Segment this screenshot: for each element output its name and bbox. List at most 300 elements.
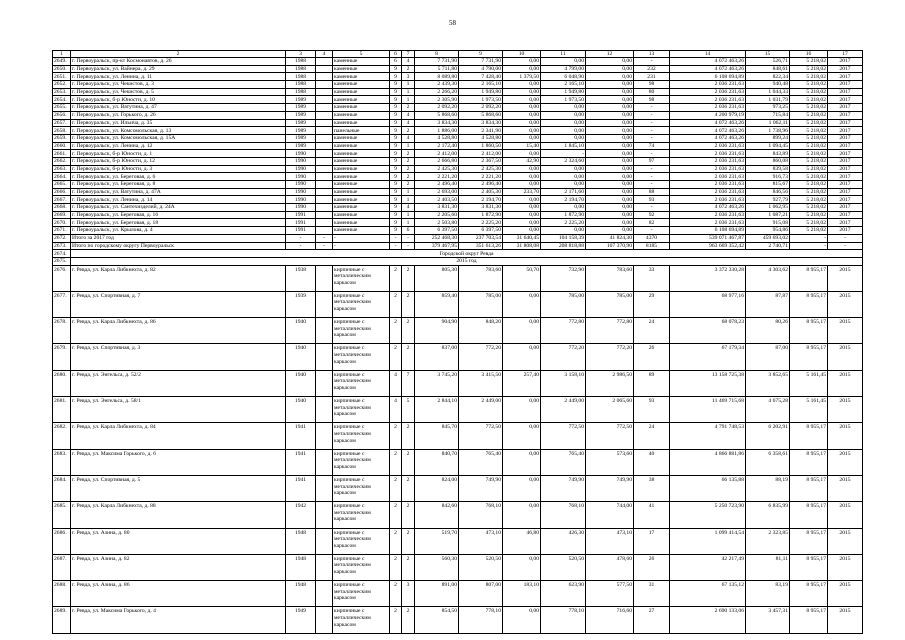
cell-col-5: каменные — [333, 81, 390, 89]
table-row — [53, 150, 863, 158]
cell-col-5: кирпичные с металлическим каркасом — [333, 502, 390, 528]
cell-col-17: 2017 — [828, 173, 863, 181]
cell-col-1: 2656. — [53, 111, 71, 119]
cell-col-11: 0,00 — [541, 173, 586, 181]
cell-col-15: 899,24 — [746, 134, 790, 142]
cell-col-10: 0,00 — [503, 196, 541, 204]
cell-col-8: 2 092,20 — [415, 104, 459, 112]
table-row — [53, 397, 863, 423]
cell-col-12: 0,00 — [586, 73, 634, 81]
cell-col-15: 2 323,85 — [746, 528, 790, 554]
cell-col-15: 459 693,02 — [746, 234, 790, 242]
cell-col-9: 1 949,80 — [459, 88, 503, 96]
header-cell: 16 — [790, 51, 828, 58]
cell-col-10: 0,00 — [503, 204, 541, 212]
cell-col-5: каменные — [333, 119, 390, 127]
cell-col-7: 2 — [402, 423, 415, 449]
cell-col-16: 5 218,02 — [790, 142, 828, 150]
cell-col-10: 0,00 — [503, 181, 541, 189]
cell-col-2: г. Первоуральск, ул. Горького, д. 26 — [71, 111, 286, 119]
cell-col-3: 1991 — [286, 211, 316, 219]
cell-col-8: 5 868,60 — [415, 111, 459, 119]
cell-col-7: 2 — [402, 554, 415, 580]
cell-col-2: г. Первоуральск, ул. Ленина, д. 11 — [71, 73, 286, 81]
cell-col-3: 1988 — [286, 88, 316, 96]
cell-col-15: 87,87 — [746, 291, 790, 317]
cell-col-4 — [316, 318, 333, 344]
table-row — [53, 423, 863, 449]
cell-col-4 — [316, 370, 333, 396]
cell-col-1: 2680. — [53, 370, 71, 396]
cell-col-4 — [316, 475, 333, 501]
cell-col-14: 3 372 330,28 — [670, 265, 746, 291]
cell-col-7: 4 — [402, 204, 415, 212]
cell-col-15: 1 062,95 — [746, 204, 790, 212]
cell-col-1: 2663. — [53, 165, 71, 173]
cell-col-9: 2 092,20 — [459, 104, 503, 112]
cell-col-4 — [316, 165, 333, 173]
cell-col-3: 1991 — [286, 227, 316, 235]
header-cell: 9 — [459, 51, 503, 58]
cell-col-10: 50,70 — [503, 265, 541, 291]
cell-col-10: 0,00 — [503, 344, 541, 370]
cell-col-7: 2 — [402, 344, 415, 370]
cell-col-10: 0,00 — [503, 58, 541, 66]
cell-col-6: 2 — [390, 318, 402, 344]
cell-col-14: 2 036 231,63 — [670, 81, 746, 89]
cell-col-4 — [316, 65, 333, 73]
cell-col-13: - — [634, 58, 670, 66]
cell-col-10: 0,00 — [503, 65, 541, 73]
cell-col-7: 2 — [402, 475, 415, 501]
cell-col-5: каменные — [333, 196, 390, 204]
cell-col-11: 2 324,60 — [541, 157, 586, 165]
cell-col-12: 0,00 — [586, 204, 634, 212]
cell-col-1: 2682. — [53, 423, 71, 449]
cell-col-9: 783,60 — [459, 265, 503, 291]
cell-col-7: 2 — [402, 502, 415, 528]
cell-col-16: 5 218,02 — [790, 227, 828, 235]
header-cell: 6 — [390, 51, 402, 58]
cell-col-14: 1 099 414,54 — [670, 528, 746, 554]
cell-col-6: 9 — [390, 150, 402, 158]
cell-col-5: - — [333, 234, 390, 242]
cell-col-12: 772,20 — [586, 344, 634, 370]
table-row — [53, 127, 863, 135]
cell-col-9: 785,00 — [459, 291, 503, 317]
cell-col-1: 2686. — [53, 528, 71, 554]
cell-col-4 — [316, 150, 333, 158]
cell-col-3: 1948 — [286, 528, 316, 554]
cell-col-4 — [316, 142, 333, 150]
cell-col-3: 1989 — [286, 111, 316, 119]
cell-col-8: 2 266,20 — [415, 88, 459, 96]
cell-col-8: 2 221,20 — [415, 173, 459, 181]
cell-col-3: 1990 — [286, 173, 316, 181]
cell-col-10: 31 640,45 — [503, 234, 541, 242]
cell-col-16: 5 218,02 — [790, 119, 828, 127]
table-row — [53, 104, 863, 112]
table-row — [53, 242, 863, 250]
cell-col-13: - — [634, 134, 670, 142]
cell-col-5: каменные — [333, 173, 390, 181]
cell-col-1: 2679. — [53, 344, 71, 370]
cell-col-12: 0,00 — [586, 134, 634, 142]
cell-col-5: кирпичные с металлическим каркасом — [333, 607, 390, 633]
cell-col-12: 0,00 — [586, 96, 634, 104]
cell-col-13: 26 — [634, 554, 670, 580]
cell-col-14: 2 036 231,63 — [670, 150, 746, 158]
cell-col-17: 2017 — [828, 119, 863, 127]
cell-col-4 — [316, 554, 333, 580]
cell-col-3: 1990 — [286, 157, 316, 165]
cell-col-4 — [316, 423, 333, 449]
cell-col-11: 0,00 — [541, 204, 586, 212]
cell-col-15: 839,58 — [746, 165, 790, 173]
cell-col-1: 2681. — [53, 397, 71, 423]
cell-col-5: каменные — [333, 142, 390, 150]
cell-col-12: 749,90 — [586, 475, 634, 501]
cell-col-7: 2 — [402, 528, 415, 554]
cell-col-2: г. Ревда, ул. Спортивная, д. 5 — [71, 475, 286, 501]
cell-col-9: 1 973,50 — [459, 96, 503, 104]
cell-col-16: 5 218,02 — [790, 211, 828, 219]
cell-col-5: каменные — [333, 134, 390, 142]
cell-col-14: 963 669 352,42 — [670, 242, 746, 250]
cell-col-17: 2015 — [828, 528, 863, 554]
cell-col-10: 0,00 — [503, 104, 541, 112]
cell-col-7: 2 — [402, 157, 415, 165]
cell-col-7: 2 — [402, 173, 415, 181]
cell-col-14: 13 158 725,38 — [670, 370, 746, 396]
cell-col-15: 526,71 — [746, 58, 790, 66]
table-row — [53, 219, 863, 227]
cell-col-12: 785,00 — [586, 291, 634, 317]
cell-col-4 — [316, 227, 333, 235]
cell-col-9: 6 397,50 — [459, 227, 503, 235]
cell-col-3: 1941 — [286, 449, 316, 475]
cell-col-10: 15,40 — [503, 142, 541, 150]
cell-col-9: 1 872,90 — [459, 211, 503, 219]
cell-col-16: - — [790, 234, 828, 242]
cell-col-6: 9 — [390, 134, 402, 142]
cell-col-3: 1990 — [286, 188, 316, 196]
cell-col-2: г. Первоуральск, ул. Чекистов, д. 5 — [71, 88, 286, 96]
cell-col-12: 0,00 — [586, 104, 634, 112]
cell-col-13: 97 — [634, 157, 670, 165]
cell-col-16: 8 955,17 — [790, 449, 828, 475]
cell-col-10: 0,00 — [503, 81, 541, 89]
cell-col-14: 6 108 694,89 — [670, 227, 746, 235]
cell-col-6: 9 — [390, 219, 402, 227]
cell-col-17: 2017 — [828, 157, 863, 165]
cell-col-5: кирпичные с металлическим каркасом — [333, 475, 390, 501]
cell-col-9: 2 412,00 — [459, 150, 503, 158]
cell-col-5: каменные — [333, 181, 390, 189]
cell-col-17: 2015 — [828, 581, 863, 607]
cell-col-9: 3 415,50 — [459, 370, 503, 396]
cell-col-3: 1989 — [286, 119, 316, 127]
cell-col-6: 2 — [390, 607, 402, 633]
cell-col-6: 9 — [390, 173, 402, 181]
cell-col-12: 0,00 — [586, 119, 634, 127]
cell-col-5: каменные — [333, 204, 390, 212]
cell-col-4 — [316, 104, 333, 112]
cell-col-4 — [316, 81, 333, 89]
cell-col-5: каменные — [333, 219, 390, 227]
cell-col-2: г. Ревда, ул. Максима Горького, д. 4 — [71, 607, 286, 633]
cell-col-1: 2685. — [53, 502, 71, 528]
cell-col-9: 4 790,00 — [459, 65, 503, 73]
header-cell: 8 — [415, 51, 459, 58]
cell-col-11: 0,00 — [541, 58, 586, 66]
cell-col-12: 744,00 — [586, 502, 634, 528]
table-row — [53, 554, 863, 580]
cell-col-10: 0,00 — [503, 423, 541, 449]
cell-col-13: - — [634, 165, 670, 173]
cell-col-14: 68 977,16 — [670, 291, 746, 317]
cell-col-5: каменные — [333, 65, 390, 73]
cell-col-5: кирпичные с металлическим каркасом — [333, 291, 390, 317]
cell-col-11: 1 872,90 — [541, 211, 586, 219]
header-cell: 4 — [316, 51, 333, 58]
cell-col-11: 2 165,10 — [541, 81, 586, 89]
header-cell: 10 — [503, 51, 541, 58]
cell-col-7: - — [402, 234, 415, 242]
cell-col-14: 67 135,12 — [670, 581, 746, 607]
cell-col-13: - — [634, 204, 670, 212]
cell-col-15: 973,25 — [746, 104, 790, 112]
table-row — [53, 119, 863, 127]
cell-col-16: 5 218,02 — [790, 96, 828, 104]
cell-col-16: 5 218,02 — [790, 65, 828, 73]
cell-col-9: 2 225,20 — [459, 219, 503, 227]
cell-col-17: 2017 — [828, 165, 863, 173]
cell-col-3: 1938 — [286, 265, 316, 291]
cell-col-14: 4 791 748,53 — [670, 423, 746, 449]
cell-col-3: 1989 — [286, 134, 316, 142]
table-row — [53, 291, 863, 317]
table-row — [53, 181, 863, 189]
cell-col-10: 0,00 — [503, 449, 541, 475]
cell-col-10: 0,00 — [503, 173, 541, 181]
cell-col-15: 822,34 — [746, 73, 790, 81]
cell-col-7: 2 — [402, 265, 415, 291]
cell-col-4 — [316, 528, 333, 554]
cell-col-14: 2 036 231,63 — [670, 196, 746, 204]
cell-col-17: 2015 — [828, 344, 863, 370]
cell-col-5: каменные — [333, 111, 390, 119]
cell-col-8: 1 886,00 — [415, 127, 459, 135]
cell-col-1: 2651. — [53, 73, 71, 81]
cell-col-15: 1 087,21 — [746, 211, 790, 219]
cell-col-13: 74 — [634, 142, 670, 150]
cell-col-1: 2683. — [53, 449, 71, 475]
cell-col-6: 9 — [390, 188, 402, 196]
cell-col-5: каменные — [333, 227, 390, 235]
cell-col-15: 846,56 — [746, 188, 790, 196]
header-cell: 7 — [402, 51, 415, 58]
cell-col-2: г. Первоуральск, ул. Ватутина, д. 47А — [71, 188, 286, 196]
cell-col-13: - — [634, 127, 670, 135]
cell-col-3: 1989 — [286, 104, 316, 112]
cell-col-13: 93 — [634, 397, 670, 423]
cell-col-17: 2015 — [828, 607, 863, 633]
cell-col-17: 2017 — [828, 73, 863, 81]
cell-col-14: 42 217,49 — [670, 554, 746, 580]
cell-col-10: 0,00 — [503, 227, 541, 235]
cell-col-10: 0,00 — [503, 127, 541, 135]
cell-col-1: 2661. — [53, 150, 71, 158]
cell-col-16: 5 218,02 — [790, 196, 828, 204]
cell-col-7: 6 — [402, 227, 415, 235]
cell-col-8: 6 397,50 — [415, 227, 459, 235]
cell-col-13: 41 — [634, 502, 670, 528]
cell-col-9: 2 341,90 — [459, 127, 503, 135]
cell-col-2: г. Первоуральск, пр-кт Космонавтов, д. 26 — [71, 58, 286, 66]
cell-col-14: 4 072 463,26 — [670, 134, 746, 142]
cell-col-5: каменные — [333, 211, 390, 219]
cell-col-17: 2015 — [828, 291, 863, 317]
cell-col-4 — [316, 88, 333, 96]
cell-col-6: 4 — [390, 370, 402, 396]
cell-col-3: 1990 — [286, 150, 316, 158]
cell-col-1: 2658. — [53, 127, 71, 135]
cell-col-2: г. Первоуральск, ул. Комсомольская, д. 13 — [71, 127, 286, 135]
cell-col-13: - — [634, 104, 670, 112]
cell-col-2: г. Первоуральск, б-р Юности, д. 3 — [71, 165, 286, 173]
cell-col-9: 768,10 — [459, 502, 503, 528]
cell-col-4 — [316, 111, 333, 119]
cell-col-6: 9 — [390, 181, 402, 189]
cell-col-16: 8 955,17 — [790, 502, 828, 528]
cell-col-16: 8 955,17 — [790, 607, 828, 633]
cell-col-13: 27 — [634, 607, 670, 633]
cell-col-16: 5 218,02 — [790, 188, 828, 196]
cell-col-10: 0,00 — [503, 134, 541, 142]
cell-col-10: 0,00 — [503, 119, 541, 127]
cell-col-12: 0,00 — [586, 188, 634, 196]
cell-col-11: 1 845,10 — [541, 142, 586, 150]
cell-col-1: 2657. — [53, 119, 71, 127]
cell-col-12: 2 986,50 — [586, 370, 634, 396]
table-row — [53, 449, 863, 475]
cell-col-5: кирпичные с металлическим каркасом — [333, 397, 390, 423]
cell-col-1: 2677. — [53, 291, 71, 317]
cell-col-3: 1990 — [286, 196, 316, 204]
cell-col-3: 1989 — [286, 127, 316, 135]
cell-col-13: 38 — [634, 475, 670, 501]
cell-col-5: каменные — [333, 73, 390, 81]
cell-col-10: 0,00 — [503, 502, 541, 528]
cell-col-15: 2 740,71 — [746, 242, 790, 250]
cell-col-11: 1 973,50 — [541, 96, 586, 104]
cell-col-9: 520,50 — [459, 554, 503, 580]
cell-col-5: кирпичные с металлическим каркасом — [333, 370, 390, 396]
cell-col-6: 2 — [390, 554, 402, 580]
cell-col-15: 815,67 — [746, 181, 790, 189]
cell-col-8: 2 403,50 — [415, 196, 459, 204]
cell-col-17: 2015 — [828, 502, 863, 528]
cell-col-14: 2 036 231,63 — [670, 104, 746, 112]
cell-col-15: 80,26 — [746, 318, 790, 344]
cell-col-3: 1990 — [286, 181, 316, 189]
header-cell: 14 — [670, 51, 746, 58]
cell-col-1: 2684. — [53, 475, 71, 501]
cell-col-8: 3 831,30 — [415, 204, 459, 212]
cell-col-6: 9 — [390, 142, 402, 150]
cell-col-15: 954,86 — [746, 227, 790, 235]
cell-col-2: Итого по городскому округу Первоуральск — [71, 242, 286, 250]
cell-col-2: г. Ревда, ул. Максима Горького, д. 6 — [71, 449, 286, 475]
cell-col-8: 859,40 — [415, 291, 459, 317]
cell-col-4 — [316, 581, 333, 607]
cell-col-4 — [316, 502, 333, 528]
cell-col-11: 4 799,00 — [541, 65, 586, 73]
cell-col-4 — [316, 73, 333, 81]
cell-col-12: 0,00 — [586, 88, 634, 96]
cell-col-4 — [316, 96, 333, 104]
cell-col-17: 2015 — [828, 475, 863, 501]
cell-col-12: 0,00 — [586, 173, 634, 181]
cell-col-16: 5 218,02 — [790, 219, 828, 227]
row-number: 2674. — [53, 250, 71, 258]
cell-col-6: 9 — [390, 211, 402, 219]
cell-col-16: 5 218,02 — [790, 165, 828, 173]
cell-col-14: 4 072 463,26 — [670, 58, 746, 66]
cell-col-15: 848,61 — [746, 65, 790, 73]
cell-col-6: 9 — [390, 104, 402, 112]
cell-col-2: г. Ревда, ул. Азина, д. 82 — [71, 554, 286, 580]
cell-col-14: 68 078,23 — [670, 318, 746, 344]
row-number: 2675. — [53, 257, 71, 265]
cell-col-4 — [316, 188, 333, 196]
cell-col-13: - — [634, 111, 670, 119]
cell-col-10: 1 379,50 — [503, 73, 541, 81]
cell-col-9: 2 367,50 — [459, 157, 503, 165]
cell-col-4 — [316, 211, 333, 219]
cell-col-2: г. Первоуральск, ул. Крылова, д. 4 — [71, 227, 286, 235]
cell-col-15: 6 358,61 — [746, 449, 790, 475]
cell-col-11: 772,80 — [541, 318, 586, 344]
cell-col-4 — [316, 204, 333, 212]
cell-col-14: 4 072 463,26 — [670, 65, 746, 73]
cell-col-16: 8 955,17 — [790, 265, 828, 291]
cell-col-6: 9 — [390, 227, 402, 235]
cell-col-13: 26 — [634, 344, 670, 370]
cell-col-8: 842,60 — [415, 502, 459, 528]
cell-col-3: 1940 — [286, 370, 316, 396]
cell-col-10: 0,00 — [503, 291, 541, 317]
cell-col-5: каменные — [333, 58, 390, 66]
cell-col-15: 6 835,99 — [746, 502, 790, 528]
cell-col-4 — [316, 157, 333, 165]
cell-col-11: 2 171,60 — [541, 188, 586, 196]
cell-col-12: 0,00 — [586, 211, 634, 219]
cell-col-1: 2688. — [53, 581, 71, 607]
cell-col-7: 1 — [402, 196, 415, 204]
cell-col-8: 854,50 — [415, 607, 459, 633]
cell-col-15: 4 675,28 — [746, 397, 790, 423]
cell-col-6: 2 — [390, 291, 402, 317]
cell-col-13: - — [634, 227, 670, 235]
header-row — [53, 51, 863, 58]
cell-col-3: 1988 — [286, 58, 316, 66]
cell-col-11: 104 158,39 — [541, 234, 586, 242]
cell-col-12: 0,00 — [586, 127, 634, 135]
cell-col-8: 837,00 — [415, 344, 459, 370]
cell-col-2: г. Первоуральск, ул. Береговая, д. 8 — [71, 181, 286, 189]
